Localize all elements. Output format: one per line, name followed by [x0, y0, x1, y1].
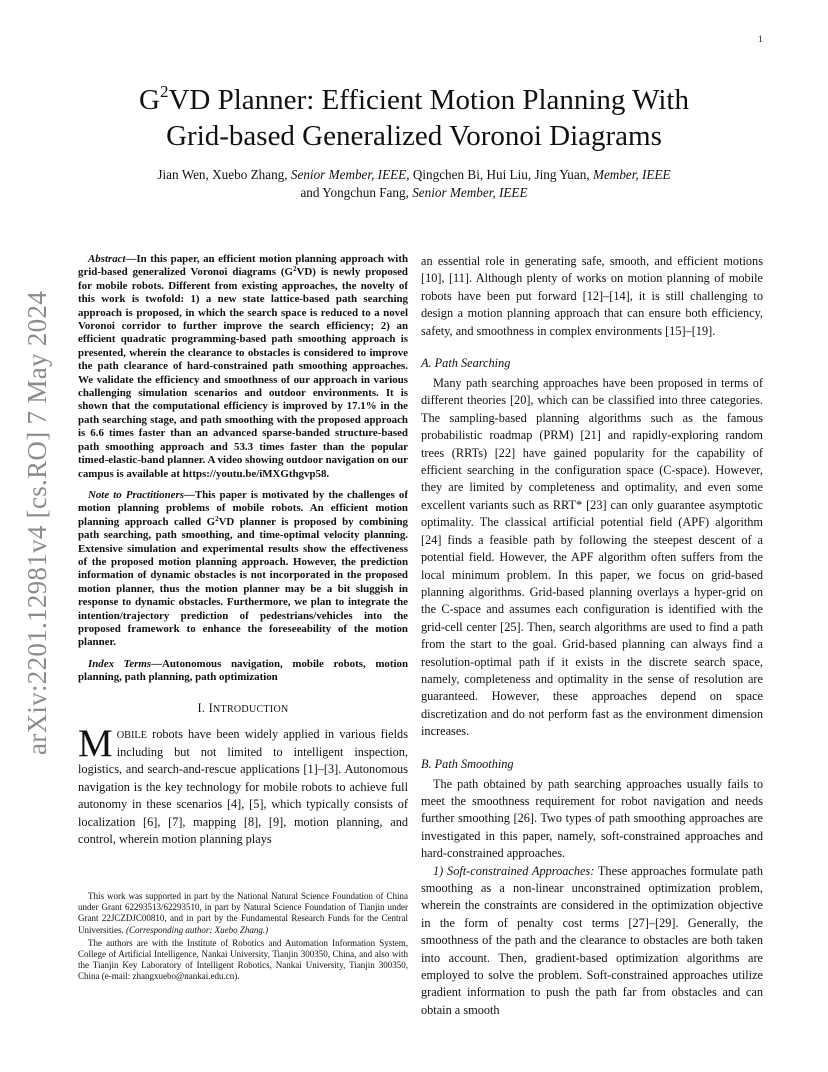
- page-number: 1: [758, 34, 763, 44]
- author-name: Jing Yuan: [534, 167, 587, 182]
- title-superscript: 2: [159, 82, 169, 101]
- note-text-part1: This paper is motivated by the challenges of motion planning problems of mobile robots. An efficient motion planning approach called G: [78, 488, 409, 528]
- funding-text: This work was supported in part by the National Natural Science Foundation of China under Grant 62293513/62293510, in part by Natural Science Foundation of Tianjin under Grant 22JCZDJC00810, and in part by the Fundamental Research Funds for the Central Universities.: [78, 891, 408, 935]
- abstract-text-part1: In this paper, an efficient motion planning approach with grid-based generalized Voronoi diagrams (G: [78, 253, 408, 279]
- abstract-superscript: 2: [293, 265, 297, 274]
- section-number: I.: [197, 700, 206, 715]
- path-smoothing-paragraph: The path obtained by path searching approaches usually fails to meet the smoothness requirement for robot navigation and needs further smoothing [26]. Two types of path smoothing approaches are investigated in this paper, namely, soft-constrained approaches and hard-constrained approaches.: [421, 776, 763, 861]
- index-terms-text: Autonomous navigation, mobile robots, motion planning, path planning, path optimization: [78, 657, 408, 684]
- funding-footnote: [78, 891, 408, 936]
- subsection-heading-path-smoothing: B. Path Smoothing: [421, 756, 514, 771]
- note-label: Note to Practitioners: [88, 488, 184, 501]
- intro-lead-caps: OBILE: [116, 729, 147, 741]
- paper-title: [60, 82, 768, 154]
- index-terms-label: Index Terms: [88, 657, 152, 670]
- affiliation-footnote: The authors are with the Institute of Robotics and Automation Information System, College of Artificial Intelligence, Nankai University, Tianjin 300350, China, and also with the Tianjin Key Laboratory of Intelligent Robotics, Nankai University, Tianjin 300350, China (e-mail: zhangxuebo@nankai.edu.cn).: [78, 937, 408, 982]
- index-terms: Index Terms—Autonomous navigation, mobile robots, motion planning, path planning, path optimization: [78, 657, 408, 684]
- title-line1: VD Planner: Efficient Motion Planning With: [168, 84, 689, 116]
- soft-constrained-text: These approaches formulate path smoothing as a non-linear unconstrained optimization problem, wherein the constraints are considered in the optimization objective in the form of penalty cost terms [27]–[29]. Generally, the smoothness of the path and the clearance to obstacles are both taken into account. Then, gradient-based optimization algorithms are employed to solve the problem. Soft-constrained approaches utilize gradient information to push the path far from obstacles and can obtain a smooth: [421, 863, 764, 1017]
- section-title-rest: NTRODUCTION: [213, 703, 289, 715]
- soft-constrained-paragraph: [421, 863, 763, 1020]
- title-line2: Grid-based Generalized Voronoi Diagrams: [166, 120, 662, 152]
- author-name: Qingchen Bi: [412, 167, 480, 182]
- author-membership: Senior Member, IEEE: [290, 167, 407, 182]
- abstract: Abstract—In this paper, an efficient motion planning approach with grid-based generalized Voronoi diagrams $(G^2VD)$ is newly proposed for mobile robots. Different from existing approaches, the novelty of this work is twofold: 1) a new state lattice-based path searching approach is proposed, in which the search space is reduced to a novel Voronoi corridor to further improve the search efficiency; 2) an efficient quadratic programming-based path smoothing approach is presented, wherein the clearance to obstacles is considered to improve the path clearance of hard-constrained path smoothing approaches. We validate the efficiency and smoothness of our approach in various challenging simulation scenarios and outdoor environments. It is shown that the computational efficiency is improved by 17.1% in the path searching stage, and path smoothing with the proposed approach is 6.6 times faster than an advanced sparse-banded structure-based path smoothing approach and 53.3 times faster than the popular timed-elastic-band planner. A video showing outdoor navigation on our campus is available at https://youtu.be/iMXGthgvp58.: [78, 253, 408, 480]
- subsection-heading-path-searching: A. Path Searching: [421, 356, 511, 371]
- path-searching-paragraph: Many path searching approaches have been proposed in terms of different theories [20], which can be classified into three categories. The sampling-based planning algorithms such as the famous probabilistic roadmap (PRM) [21] and rapidly-exploring random trees (RRTs) [22] have gained popularity for the capability of efficient searching in the configuration space (C-space). However, they are limited by completeness and optimality, and even some excellent variants such as RRT* [23] can only guarantee asymptotic optimality. The classical artificial potential field (APF) algorithm [24] finds a feasible path by following the steepest descent of a potential field. However, the APF algorithm often suffers from the local minimum problem. In this paper, we focus on grid-based planning algorithms. Grid-based planning overlays a hyper-grid on the C-space and assumes each configuration is identified with the grid-cell center [25]. Then, search algorithms are used to find a path from the start to the goal. Grid-based planning can always find a resolution-optimal path if it exists in the discrete search space, namely, completeness and optimality in the sense of resolution are guaranteed. However, these approaches depend on space discretization and do not perform fast as the environment dimension increases.: [421, 376, 763, 739]
- section-title-initial: I: [208, 700, 214, 715]
- author-name: Hui Liu: [486, 167, 528, 182]
- soft-constrained-heading: 1) Soft-constrained Approaches:: [433, 863, 595, 878]
- intro-paragraph: [78, 721, 408, 849]
- author-list: Jian Wen, Xuebo Zhang, Senior Member, IEEE, Qingchen Bi, Hui Liu, Jing Yuan, Member, IEEE and Yongchun Fang, Senior Member, IEEE: [157, 167, 671, 200]
- intro-text: robots have been widely applied in various fields including but not limited to intelligent inspection, logistics, and search-and-rescue applications [1]–[3]. Autonomous navigation is the key technology for mobile robots to achieve full autonomy in these scenarios [4], [5], which typically consists of localization [6], [7], mapping [8], [9], motion planning, and control, wherein motion planning plays: [78, 726, 408, 847]
- left-column: [78, 253, 408, 848]
- author-name: Yongchun Fang: [322, 185, 406, 200]
- note-superscript: 2: [215, 514, 219, 523]
- intro-continued-paragraph: an essential role in generating safe, smooth, and efficient motions [10], [11]. Although plenty of works on motion planning of mobile robots have been put forward [12]–[14], it is still challenging to design a motion planning approach that can ensure both efficiency, safety, and smoothness in complex environments [15]–[19].: [421, 254, 763, 338]
- author-name: Jian Wen: [157, 167, 206, 182]
- arxiv-identifier: arXiv:2201.12981v4 [cs.RO] 7 May 2024: [22, 290, 52, 755]
- author-membership: Senior Member, IEEE: [412, 185, 528, 200]
- title-prefix: G: [139, 84, 160, 116]
- drop-cap: M: [78, 721, 113, 765]
- right-column: [421, 253, 763, 1019]
- abstract-text-part2: VD) is newly proposed for mobile robots. Different from existing approaches, the novelty of this work is twofold: 1) a new state lattice-based path searching approach is proposed, in which the search space is reduced to a novel Voronoi corridor to further improve the search efficiency; 2) an efficient quadratic programming-based path smoothing approach is presented, wherein the clearance to obstacles is considered to improve the path clearance of hard-constrained path smoothing approaches. We validate the efficiency and smoothness of our approach in various challenging simulation scenarios and outdoor environments. It is shown that the computational efficiency is improved by 17.1% in the path searching stage, and path smoothing with the proposed approach is 6.6 times faster than an advanced sparse-banded structure-based path smoothing approach and 53.3 times faster than the popular timed-elastic-band planner. A video showing outdoor navigation on our campus is available at https://youtu.be/iMXGthgvp58.: [78, 266, 408, 480]
- author-name: Xuebo Zhang: [212, 167, 285, 182]
- note-to-practitioners: Note to Practitioners—This paper is motivated by the challenges of motion planning problems of mobile robots. An efficient motion planning approach called $G^2VD$ planner is proposed by combining path searching, path smoothing, and time-optimal velocity planning. Extensive simulation and experimental results show the effectiveness of the proposed motion planning approach. However, the prediction information of dynamic obstacles is not incorporated in the proposed motion planner, thus the motion planner may be a bit sluggish in response to dynamic obstacles. Furthermore, we plan to integrate the intention/trajectory prediction of pedestrians/vehicles into the proposed framework to enhance the foreseeability of the motion planner.: [78, 488, 409, 649]
- note-text-part2: VD planner is proposed by combining path searching, path smoothing, and time-optimal velocity planning. Extensive simulation and experimental results show the effectiveness of the proposed motion planning approach. However, the prediction information of dynamic obstacles is not incorporated in the proposed motion planner, thus the motion planner may be a bit sluggish in response to dynamic obstacles. Furthermore, we plan to integrate the intention/trajectory prediction of pedestrians/vehicles into the proposed framework to enhance the foreseeability of the motion planner.: [78, 515, 408, 649]
- abstract-label: Abstract: [88, 253, 126, 265]
- corresponding-author: (Corresponding author: Xuebo Zhang.): [126, 924, 269, 935]
- footnotes: [78, 891, 408, 985]
- author-membership: Member, IEEE: [592, 167, 671, 182]
- section-heading-introduction: [78, 701, 408, 716]
